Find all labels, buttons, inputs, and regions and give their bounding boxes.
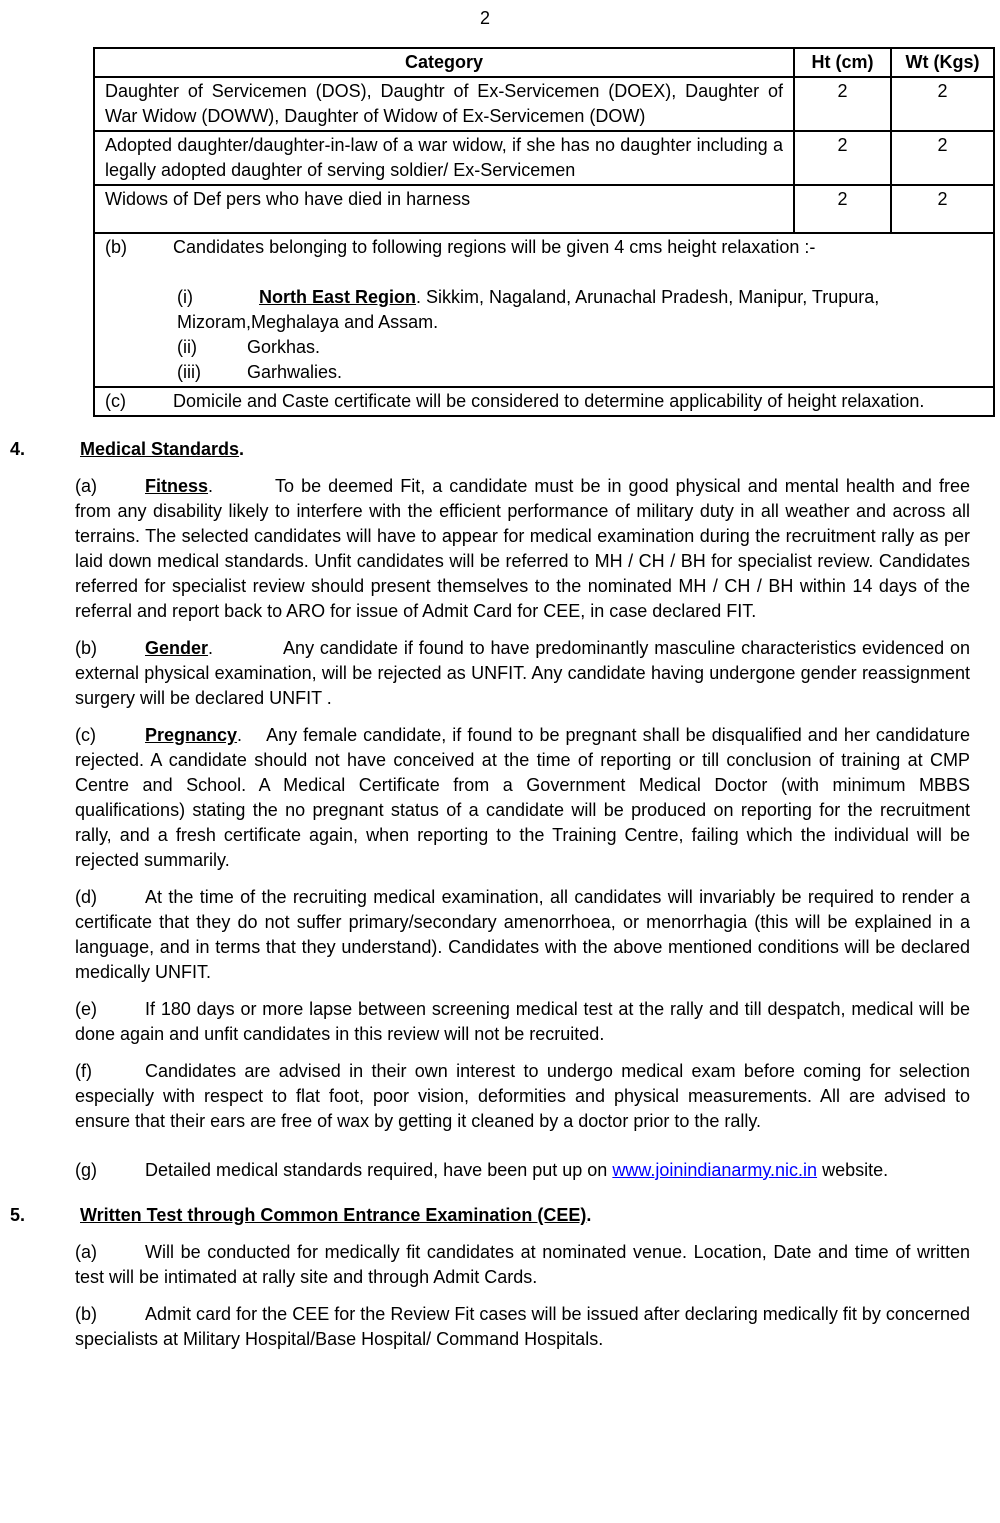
wt-cell: 2 (891, 185, 994, 233)
paragraph-5b (75, 1302, 970, 1352)
paragraph-text: If 180 days or more lapse between screening medical test at the rally and till despatch, medical will be done again and unfit candidates in this review will not be recruited. (75, 999, 970, 1044)
note-b-text: Candidates belonging to following regions will be given 4 cms height relaxation :- (173, 237, 816, 257)
item-i-text: Sikkim, Nagaland, Arunachal Pradesh, Manipur, Trupura, Mizoram,Meghalaya and Assam. (177, 287, 880, 332)
wt-cell: 2 (891, 77, 994, 131)
category-cell: Adopted daughter/daughter-in-law of a war widow, if she has no daughter including a legally adopted daughter of serving soldier/ Ex-Servicemen (94, 131, 794, 185)
join-indian-army-link[interactable]: www.joinindianarmy.nic.in (612, 1160, 818, 1180)
paragraph-text: Any female candidate, if found to be pregnant shall be disqualified and her candidature rejected. A candidate should not have conceived at the time of reporting or till conclusion of training at CMP Centre and School. A Medical Certificate from a Government Medical Doctor (with minimum MBBS qualifications) stating the no pregnant status of a candidate will be produced on reporting for the recruitment rally, and a fresh certificate again, when reporting to the Training Centre, failing which the individual will be rejected summarily. (75, 725, 970, 870)
table-note-b-row (94, 233, 994, 387)
table-row (94, 131, 994, 185)
height-weight-relaxation-table (93, 47, 995, 417)
paragraph-label: (d) (75, 887, 97, 907)
paragraph-text: Will be conducted for medically fit candidates at nominated venue. Location, Date and time of written test will be intimated at rally site and through Admit Cards. (75, 1242, 970, 1287)
wt-cell: 2 (891, 131, 994, 185)
list-item (177, 285, 983, 335)
paragraph-label: (b) (75, 1304, 97, 1324)
paragraph-5a (75, 1240, 970, 1290)
section-5-title: Written Test through Common Entrance Examination (CEE) (80, 1205, 587, 1225)
item-i-lead: North East Region (259, 287, 417, 307)
paragraph-label: (e) (75, 999, 97, 1019)
paragraph-4c (75, 723, 970, 873)
table-header-row (94, 48, 994, 77)
section-5-heading (10, 1203, 970, 1228)
paragraph-4e (75, 997, 970, 1047)
ht-cell: 2 (794, 131, 891, 185)
paragraph-text: Any candidate if found to have predominantly masculine characteristics evidenced on external physical examination, will be rejected as UNFIT. Any candidate having undergone gender reassignment surgery will be declared UNFIT . (75, 638, 970, 708)
note-c-label: (c) (105, 391, 126, 411)
header-cell-category: Category (94, 48, 794, 77)
header-cell-wt: Wt (Kgs) (891, 48, 994, 77)
section-4-heading (10, 437, 970, 462)
paragraph-lead: Pregnancy (145, 725, 238, 745)
list-item (177, 335, 983, 360)
table-row (94, 77, 994, 131)
paragraph-label: (a) (75, 476, 97, 496)
note-c-cell (94, 387, 994, 416)
item-i-lead-suffix: . (416, 287, 422, 307)
note-c-text: Domicile and Caste certificate will be considered to determine applicability of height relaxation. (173, 391, 925, 411)
item-iii-label: (iii) (177, 362, 201, 382)
paragraph-text: Admit card for the CEE for the Review Fit cases will be issued after declaring medically fit by concerned specialists at Military Hospital/Base Hospital/ Command Hospitals. (75, 1304, 970, 1349)
table-row (94, 185, 994, 233)
page-number: 2 (479, 8, 490, 28)
section-4-title-suffix: . (239, 439, 245, 459)
paragraph-text: Detailed medical standards required, have been put up on (145, 1160, 613, 1180)
header-cell-ht: Ht (cm) (794, 48, 891, 77)
paragraph-label: (a) (75, 1242, 97, 1262)
note-b-intro (105, 235, 983, 260)
item-ii-label: (ii) (177, 337, 197, 357)
section-5-number: 5. (10, 1205, 26, 1225)
category-cell: Widows of Def pers who have died in harness (94, 185, 794, 233)
paragraph-lead: Fitness (145, 476, 209, 496)
paragraph-4a (75, 474, 970, 624)
ht-cell: 2 (794, 185, 891, 233)
paragraph-label: (b) (75, 638, 97, 658)
item-ii-text: Gorkhas. (247, 337, 321, 357)
item-iii-text: Garhwalies. (247, 362, 343, 382)
note-b-cell (94, 233, 994, 387)
lead-suffix: . (208, 638, 214, 658)
paragraph-4b (75, 636, 970, 711)
list-item (177, 360, 983, 385)
paragraph-4g (75, 1158, 970, 1183)
section-5-title-suffix: . (586, 1205, 592, 1225)
section-4-number: 4. (10, 439, 26, 459)
paragraph-4f (75, 1059, 970, 1134)
paragraph-label: (c) (75, 725, 96, 745)
section-4-title: Medical Standards (80, 439, 240, 459)
table-note-c-row (94, 387, 994, 416)
paragraph-text: Candidates are advised in their own interest to undergo medical exam before coming for selection especially with respect to flat foot, poor vision, deformities and physical measurements. All are advised to ensure that their ears are free of wax by getting it cleaned by a doctor prior to the rally. (75, 1061, 970, 1131)
lead-suffix: . (237, 725, 243, 745)
ht-cell: 2 (794, 77, 891, 131)
lead-suffix: . (208, 476, 214, 496)
paragraph-label: (g) (75, 1160, 97, 1180)
note-b-label: (b) (105, 237, 127, 257)
category-cell: Daughter of Servicemen (DOS), Daughtr of Ex-Servicemen (DOEX), Daughter of War Widow (DOWW), Daughter of Widow of Ex-Servicemen (DOW) (94, 77, 794, 131)
paragraph-label: (f) (75, 1061, 92, 1081)
paragraph-text: At the time of the recruiting medical examination, all candidates will invariably be required to render a certificate that they do not suffer primary/secondary amenorrhoea, or menorrhagia (this will be explained in a language, and in terms that they understand). Candidates with the above mentioned conditions will be declared medically UNFIT. (75, 887, 970, 982)
paragraph-text: To be deemed Fit, a candidate must be in good physical and mental health and free from any disability likely to interfere with the efficient performance of military duty in all weather and across all terrains. The selected candidates will have to appear for medical examination during the recruitment rally as per laid down medical standards. Unfit candidates will be referred to MH / CH / BH for specialist review. Candidates referred for specialist review should present themselves to the nominated MH / CH / BH within 14 days of the referral and report back to ARO for issue of Admit Card for CEE, in case declared FIT. (75, 476, 970, 621)
paragraph-4d (75, 885, 970, 985)
paragraph-lead: Gender (145, 638, 209, 658)
region-list (177, 285, 983, 385)
paragraph-text: website. (817, 1160, 889, 1180)
item-i-label: (i) (177, 287, 193, 307)
